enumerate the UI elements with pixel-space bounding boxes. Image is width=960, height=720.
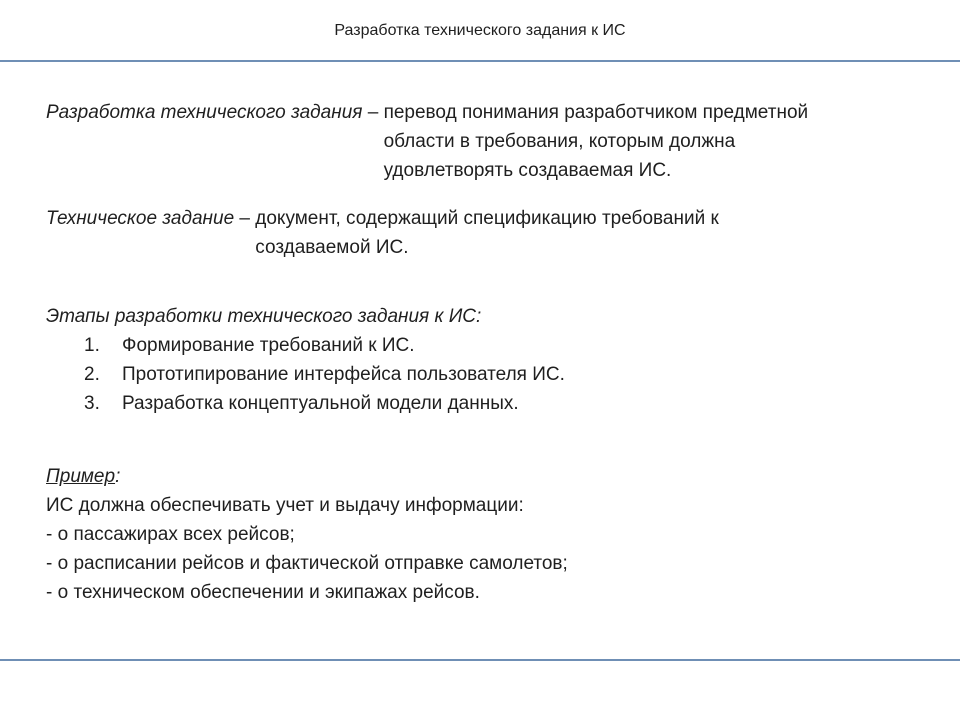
example-line: - о пассажирах всех рейсов; [46, 524, 295, 545]
example-label-colon: : [115, 466, 121, 487]
example-label [46, 462, 926, 491]
definition-description: перевод понимания разработчиком предметной области в требования, которым должна удовлетворять создаваемая ИС. [383, 102, 809, 181]
list-item [84, 389, 926, 418]
example-section [46, 462, 926, 607]
slide-title: Разработка технического задания к ИС [334, 22, 626, 39]
list-item-text: Разработка концептуальной модели данных. [122, 393, 519, 414]
definition-term: Техническое задание [46, 208, 235, 229]
list-item [84, 360, 926, 389]
list-item [84, 331, 926, 360]
stages-section [46, 302, 926, 418]
definition-spec [46, 204, 926, 262]
list-item-number: 3. [84, 393, 100, 414]
stages-list [46, 331, 926, 418]
list-item-text: Прототипирование интерфейса пользователя ИС. [122, 364, 565, 385]
definition-term: Разработка технического задания [46, 102, 363, 123]
header-divider [0, 60, 960, 62]
stages-heading: Этапы разработки технического задания к ИС: [46, 306, 482, 327]
definition-description: документ, содержащий спецификацию требований к создаваемой ИС. [255, 208, 719, 258]
example-label-text: Пример [46, 466, 116, 487]
list-item-number: 1. [84, 335, 100, 356]
example-line: ИС должна обеспечивать учет и выдачу информации: [46, 495, 524, 516]
list-item-number: 2. [84, 364, 100, 385]
footer-divider [0, 659, 960, 661]
example-line: - о техническом обеспечении и экипажах рейсов. [46, 582, 480, 603]
definition-development [46, 98, 926, 185]
definition-dash: – [362, 102, 384, 123]
example-line: - о расписании рейсов и фактической отправке самолетов; [46, 553, 568, 574]
definition-dash: – [234, 208, 256, 229]
slide-content [46, 98, 926, 607]
list-item-text: Формирование требований к ИС. [122, 335, 415, 356]
